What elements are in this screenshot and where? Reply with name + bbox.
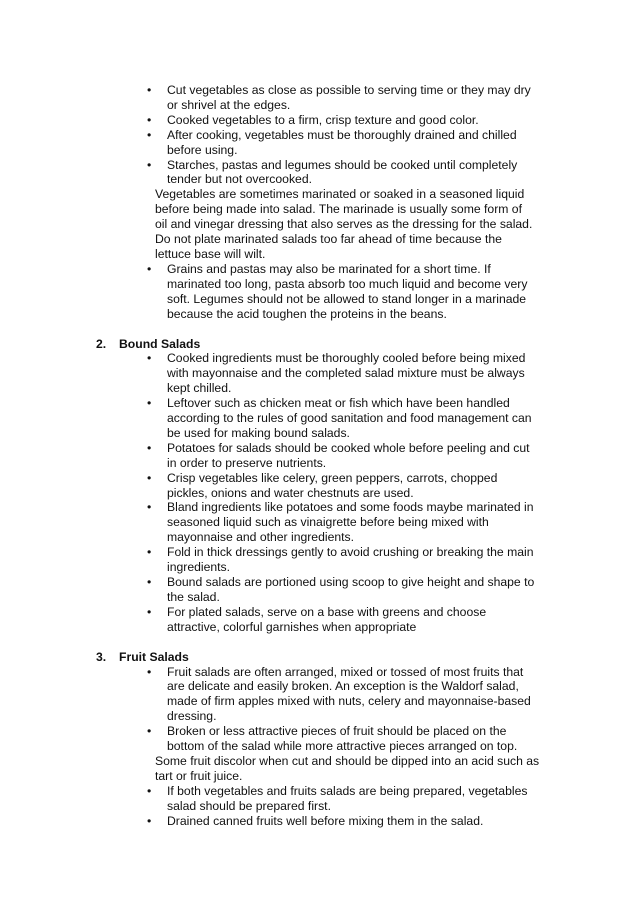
text-line: Drained canned fruits well before mixing them in the salad. — [167, 813, 484, 828]
text-line: the salad. — [167, 589, 220, 604]
text-line: Grains and pastas may also be marinated for a short time. If — [167, 261, 491, 276]
section-2-bullet-list — [0, 351, 638, 634]
bullet-icon: • — [147, 604, 152, 619]
section-3-heading — [0, 650, 638, 665]
text-line: bottom of the salad while more attractive pieces arranged on top. — [167, 739, 518, 754]
text-line: oil and vinegar dressing that also serves as the dressing for the salad. — [155, 217, 533, 232]
bullet-item — [0, 605, 559, 635]
text-line: soft. Legumes should not be allowed to stand longer in a marinade — [167, 291, 527, 306]
bullet-item — [0, 351, 559, 396]
text-line: lettuce base will wilt. — [155, 246, 266, 261]
text-line: attractive, colorful garnishes when appropriate — [167, 619, 417, 634]
text-line: Starches, pastas and legumes should be cooked until completely — [167, 157, 518, 172]
bullet-item — [0, 724, 559, 754]
text-line: Crisp vegetables like celery, green peppers, carrots, chopped — [167, 470, 498, 485]
text-line: mayonnaise and other ingredients. — [167, 530, 354, 545]
section-3-title: Fruit Salads — [119, 649, 189, 664]
bullet-icon: • — [147, 261, 152, 276]
text-line: Vegetables are sometimes marinated or soaked in a seasoned liquid — [155, 187, 525, 202]
text-line: kept chilled. — [167, 381, 232, 396]
text-line: be used for making bound salads. — [167, 425, 350, 440]
bullet-icon: • — [147, 470, 152, 485]
intro-bullet-list-2 — [0, 262, 638, 322]
text-line: Cooked ingredients must be thoroughly cooled before being mixed — [167, 351, 526, 366]
document-page — [0, 83, 638, 829]
text-line: Fold in thick dressings gently to avoid crushing or breaking the main — [167, 545, 534, 560]
bullet-item — [0, 500, 559, 545]
bullet-item — [0, 575, 559, 605]
text-line: made of firm apples mixed with nuts, celery and mayonnaise-based — [167, 694, 531, 709]
text-line: before using. — [167, 142, 238, 157]
text-line: before being made into salad. The marinade is usually some form of — [155, 202, 522, 217]
bullet-item — [0, 83, 559, 113]
bullet-item — [0, 262, 559, 322]
text-line: Fruit salads are often arranged, mixed or tossed of most fruits that — [167, 664, 524, 679]
text-line: salad should be prepared first. — [167, 798, 331, 813]
bullet-icon: • — [147, 83, 152, 97]
text-line: because the acid toughen the proteins in the beans. — [167, 306, 447, 321]
text-line: For plated salads, serve on a base with greens and choose — [167, 604, 487, 619]
bullet-icon: • — [147, 664, 152, 679]
bullet-icon: • — [147, 545, 152, 560]
text-line: Leftover such as chicken meat or fish which have been handled — [167, 396, 510, 411]
text-line: Bland ingredients like potatoes and some foods maybe marinated in — [167, 500, 534, 515]
text-line: or shrivel at the edges. — [167, 97, 291, 112]
section-3-bullet-list — [0, 665, 638, 754]
bullet-icon: • — [147, 500, 152, 515]
section-2-number: 2. — [96, 336, 107, 351]
bullet-item — [0, 784, 559, 814]
text-line: tender but not overcooked. — [167, 172, 312, 187]
text-line: Cooked vegetables to a firm, crisp texture and good color. — [167, 112, 479, 127]
bullet-item — [0, 545, 559, 575]
text-line: marinated too long, pasta absorb too much liquid and become very — [167, 276, 528, 291]
text-line: Bound salads are portioned using scoop to give height and shape to — [167, 575, 535, 589]
text-line: Potatoes for salads should be cooked whole before peeling and cut — [167, 440, 530, 455]
section-3-number: 3. — [96, 649, 107, 664]
text-line: pickles, onions and water chestnuts are used. — [167, 485, 414, 500]
bullet-icon: • — [147, 813, 152, 828]
bullet-icon: • — [147, 575, 152, 589]
text-line: tart or fruit juice. — [155, 768, 243, 783]
text-line: If both vegetables and fruits salads are being prepared, vegetables — [167, 783, 528, 798]
bullet-item — [0, 471, 559, 501]
text-line: in order to preserve nutrients. — [167, 455, 327, 470]
section-2-title: Bound Salads — [119, 336, 201, 351]
bullet-icon: • — [147, 783, 152, 798]
text-line: Cut vegetables as close as possible to serving time or they may dry — [167, 83, 531, 97]
text-line: dressing. — [167, 709, 217, 724]
bullet-item — [0, 113, 559, 128]
bullet-icon: • — [147, 351, 152, 366]
bullet-icon: • — [147, 440, 152, 455]
bullet-item — [0, 441, 559, 471]
bullet-item — [0, 665, 559, 725]
bullet-icon: • — [147, 112, 152, 127]
text-line: seasoned liquid such as vinaigrette before being mixed with — [167, 515, 489, 530]
bullet-item — [0, 396, 559, 441]
text-line: Broken or less attractive pieces of fruit should be placed on the — [167, 724, 507, 739]
bullet-icon: • — [147, 396, 152, 411]
section-2-heading — [0, 337, 638, 352]
text-line: Do not plate marinated salads too far ahead of time because the — [155, 232, 502, 247]
section-3-paragraph — [0, 754, 575, 784]
text-line: with mayonnaise and the completed salad mixture must be always — [167, 366, 525, 381]
bullet-item — [0, 814, 559, 829]
intro-bullet-list — [0, 83, 638, 187]
bullet-item — [0, 158, 559, 188]
text-line: After cooking, vegetables must be thoroughly drained and chilled — [167, 127, 517, 142]
section-3-bullet-list-2 — [0, 784, 638, 829]
bullet-icon: • — [147, 157, 152, 172]
text-line: are delicate and easily broken. An exception is the Waldorf salad, — [167, 679, 519, 694]
text-line: Some fruit discolor when cut and should be dipped into an acid such as — [155, 753, 540, 768]
text-line: ingredients. — [167, 560, 231, 575]
text-line: according to the rules of good sanitation and food management can — [167, 411, 532, 426]
bullet-icon: • — [147, 724, 152, 739]
intro-paragraph — [0, 187, 575, 262]
bullet-icon: • — [147, 127, 152, 142]
bullet-item — [0, 128, 559, 158]
